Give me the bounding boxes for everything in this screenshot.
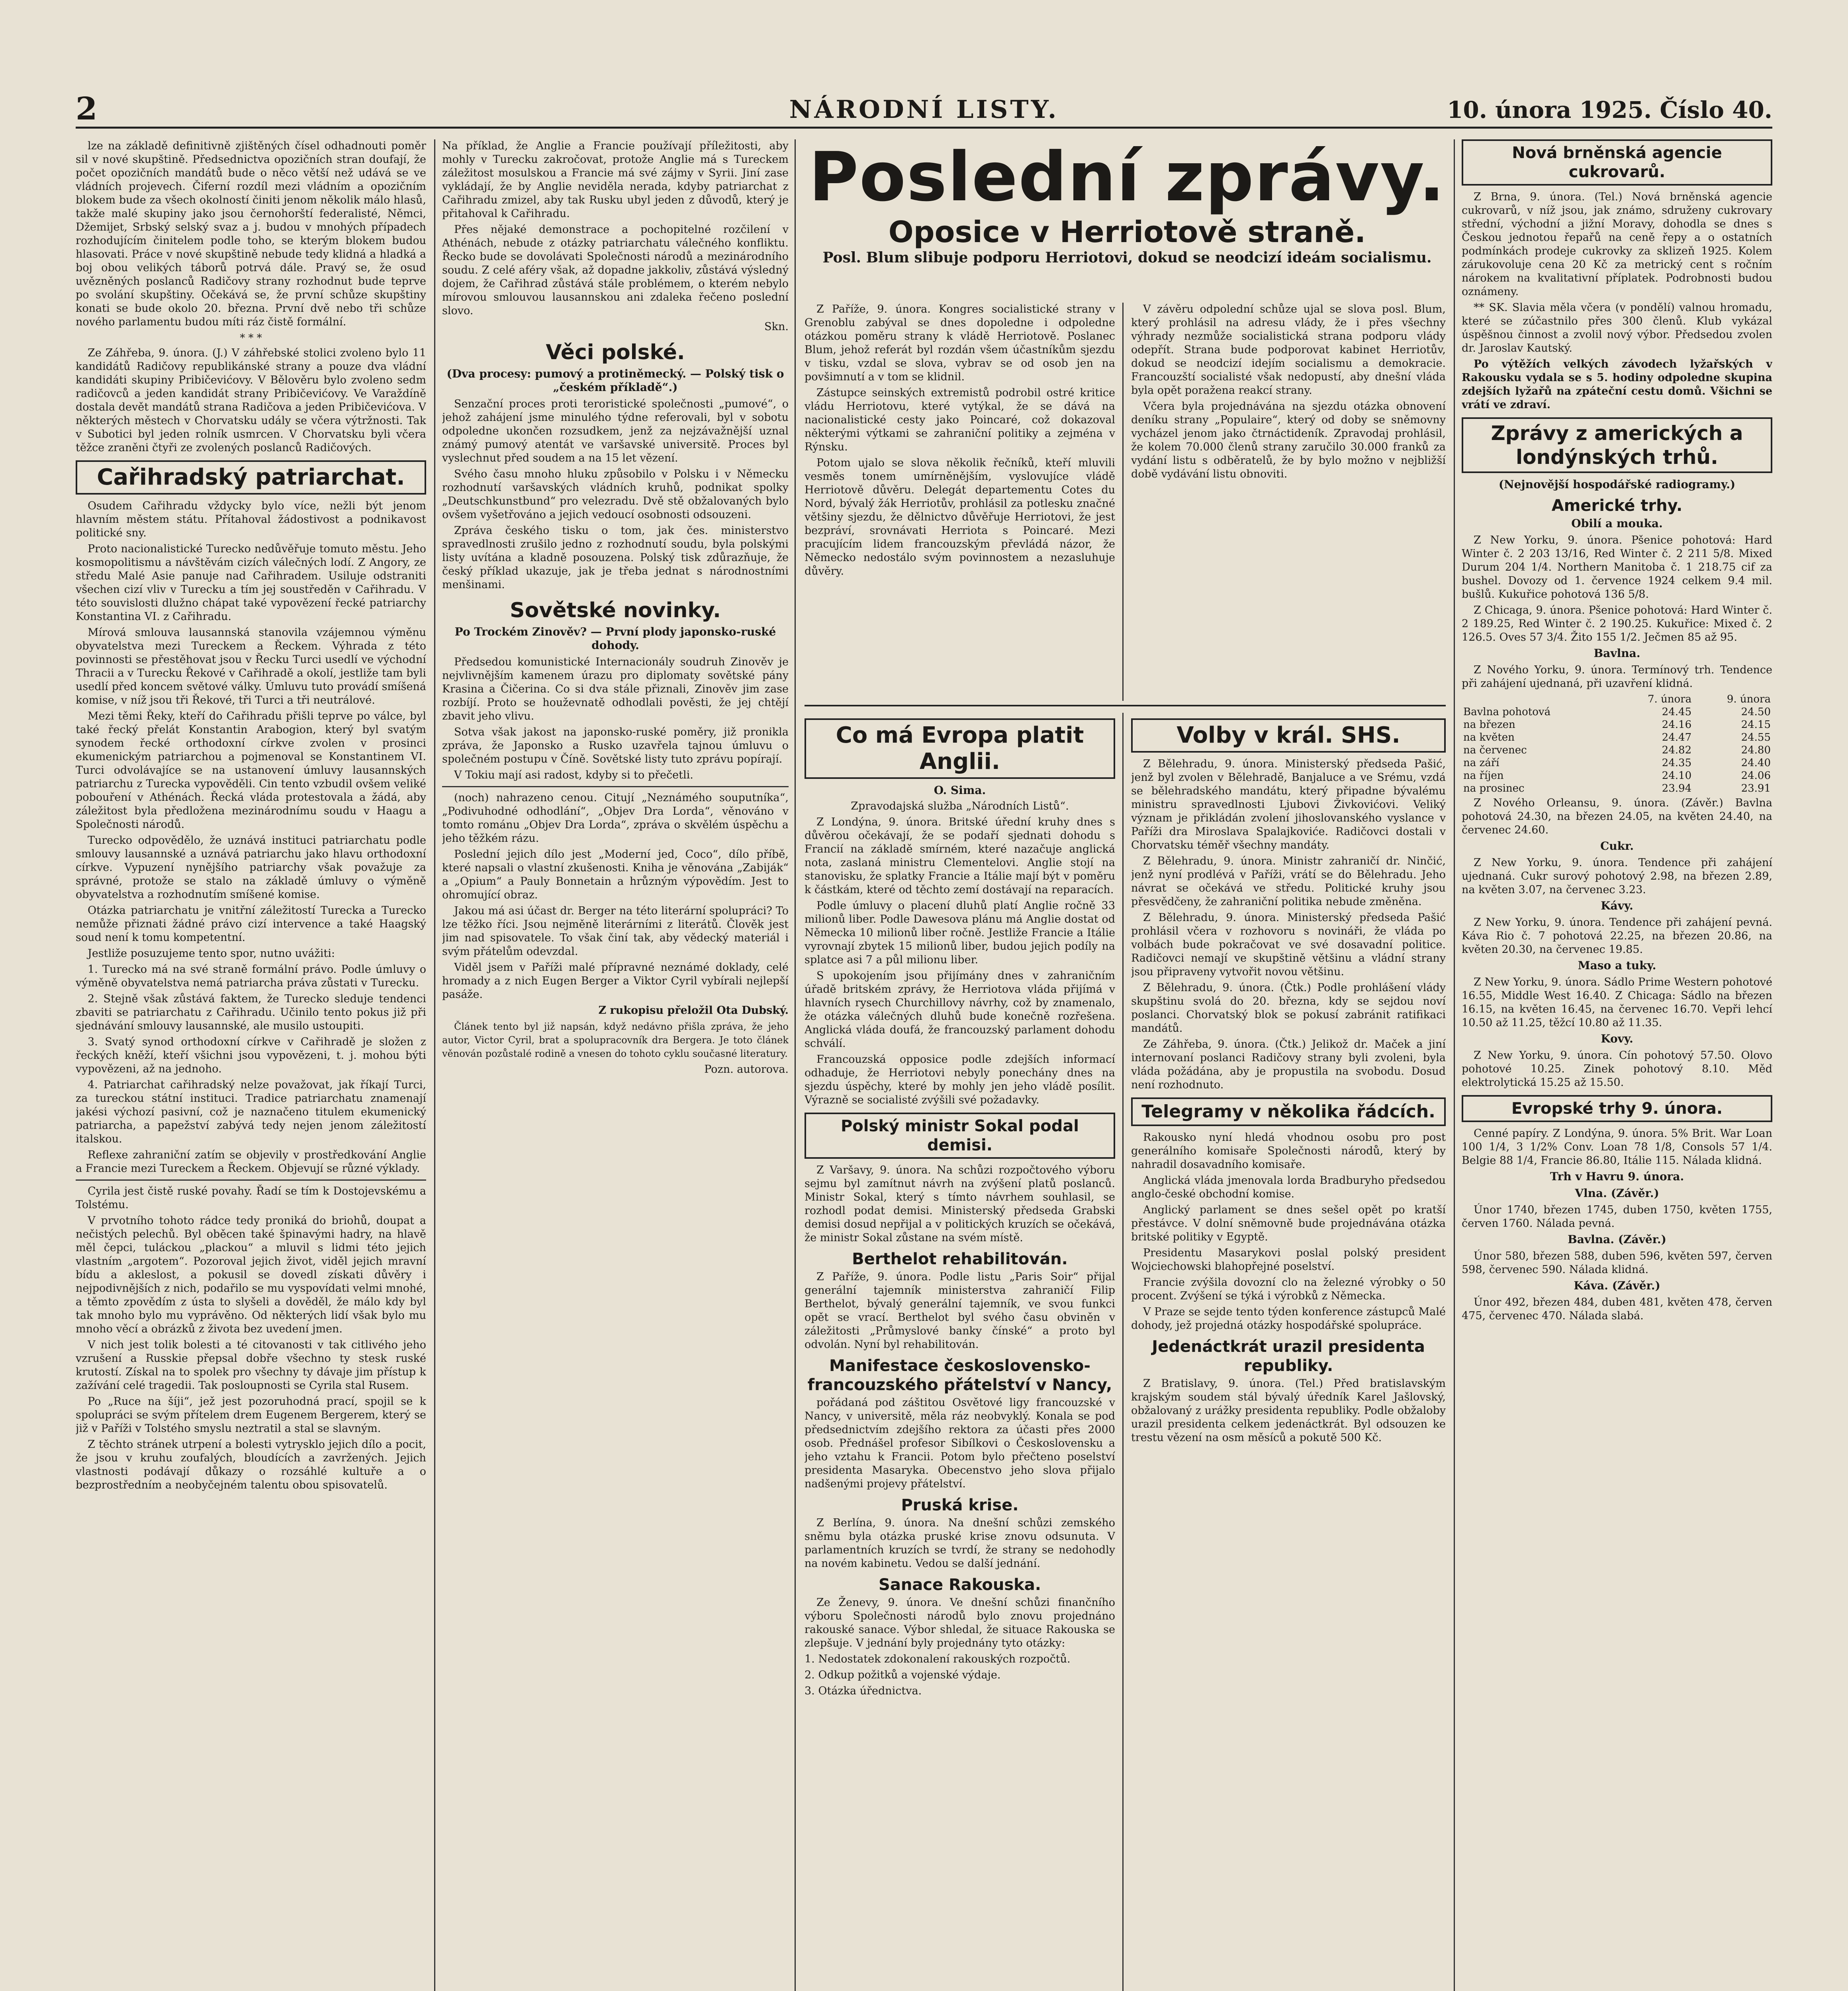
article-paragraph: S upokojením jsou přijímány dnes v zahraničním úřadě britském zprávy, že Herriotova vláda přijímá v hlavních rysech Churchillovy návrhy, což by znamenalo, že otázka válečných dluhů bude konečně rozřešena. Anglická vláda doufá, že francouzský parlament dohodu schválí. [805,970,1115,1050]
article-paragraph: Ze Ženevy, 9. února. Ve dnešní schůzi finančního výboru Společnosti národů bylo znovu projednáno rakouské sanace. Výbor shledal, že situace Rakouska se zlepšuje. V jednání byly projednány tyto otázky: [805,1596,1115,1649]
separator: * * * [240,332,262,344]
article-paragraph: Mírová smlouva lausannská stanovila vzájemnou výměnu obyvatelstva mezi Tureckem a Řeckem. Výhrada z této povinnosti se přestěhovat jsou v Řecku Turci usedlí ve východní Thracii a v Turecku Řekové v Cařihradě a okolí, jestliže tam byli usedlí před koncem světové války. Úmluvu tuto provádí smíšená komise, v níž jsou tři Řekové, tři Turci a tři neutrálové. [76,626,426,706]
note-sign: Pozn. autorova. [704,1063,789,1076]
market-paragraph: Únor 492, březen 484, duben 481, květen 478, červen 475, červenec 470. Nálada slabá. [1462,1296,1772,1322]
column-2 [442,139,789,1991]
notice-paragraph: Po výtěžích velkých závodech lyžařských v Rakousku vydala se s 5. hodiny odpoledne skupina zdejších lyžařů na zpáteční cestu domů. Všichni se vrátí ve zdraví. [1462,358,1772,411]
table-row [1462,718,1772,731]
article-title-sanace: Sanace Rakouska. [879,1576,1041,1594]
herriot-column-a [805,303,1115,701]
article-paragraph: Přes nějaké demonstrace a pochopitelné rozčilení v Athénách, nebude z otázky patriarchatu válečného konfliktu. Řecko bude se dovolávati Společnosti národů a mezinárodního soudu. Z celé aféry však, až dopadne jakkoliv, zůstává výsledný dojem, že Cařihrad zůstává stále problémem, o kterém nebylo mírovou smlouvou lausannskou ani zdaleka řečeno poslední slovo. [442,223,789,317]
table-cell: Bavlna pohotová [1463,706,1551,718]
feuilleton-paragraph: Viděl jsem v Paříži malé přípravné neznámé doklady, celé hromady a z nich Eugen Berger a Viktor Cyril vybírali nejlepší pasáže. [442,961,789,1001]
divider [805,705,1446,706]
article-paragraph: Ze Záhřeba, 9. února. (Čtk.) Jelikož dr. Maček a jiní internovaní poslanci Radičovy strany byli zvoleni, byla vláda požádána, aby je propustila na svobodu. Dosud není rozhodnuto. [1131,1038,1446,1091]
table-cell: 24.35 [1662,757,1692,769]
article-title-europe: Co má Evropa platit Anglii. [805,718,1115,779]
article-paragraph: V Tokiu mají asi radost, kdyby si to přečetli. [454,769,693,781]
table-cell: 24.45 [1662,706,1692,718]
table-cell: 24.06 [1741,770,1771,782]
article-paragraph: Z Berlína, 9. února. Na dnešní schůzi zemského sněmu byla otázka pruské krise znovu odsunuta. V parlamentních kruzích se tvrdí, že strany se nedohodly na novém kabinetu. Vedou se další jednání. [805,1517,1115,1570]
article-paragraph: 1. Turecko má na své straně formální právo. Podle úmluvy o výměně obyvatelstva nemá patriarcha práva zůstati v Turecku. [76,963,426,989]
table-header-row [1462,693,1772,706]
page-number: 2 [76,91,98,127]
telegram-item: Rakousko nyní hledá vhodnou osobu pro post generálního komisaře Společnosti národů, který by nahradil dosavadního komisaře. [1131,1131,1446,1171]
market-paragraph: Z New Yorku, 9. února. Cín pohotový 57.50. Olovo pohotové 10.25. Zinek pohotový 8.10. Měď elektrolytická 15.25 až 15.50. [1462,1049,1772,1089]
section-title-cotton: Bavlna. [1594,647,1640,660]
table-cell: na květen [1463,731,1515,743]
table-row [1462,731,1772,744]
table-cell: 24.55 [1741,731,1771,743]
article-lead: Zpravodajská služba „Národních Listů“. [851,800,1069,812]
article-paragraph: Z Bělehradu, 9. února. Ministerský předseda Pašić prohlásil včera v rozhovoru s novináři, že vláda po volbách bude pokračovat ve své dosavadní politice. Radičovci nemají ve skupštině většinu a vládní strany jsou připraveny vytvořit novou většinu. [1131,911,1446,978]
telegram-item: V Praze se sejde tento týden konference zástupců Malé dohody, jež projedná otázky hospodářské spolupráce. [1131,1306,1446,1332]
section-title-coffee: Kávy. [1601,899,1633,912]
market-paragraph: Z New Yorku, 9. února. Pšenice pohotová: Hard Winter č. 2 203 13/16, Red Winter č. 2 211 5/8. Mixed Durum 204 1/4. Northern Manitoba č. 1 218.75 cif za bushel. Dovozy od 1. července 1924 celkem 9.4 mil. bušlů. Kukuřice pohotová 136 5/8. [1462,534,1772,600]
article-paragraph: Otázka patriarchatu je vnitřní záležitostí Turecka a Turecko nemůže přiznati žádné právo cizí intervence a také Haagský soud není k tomu kompetentní. [76,904,426,944]
article-title-prussia: Pruská krise. [901,1496,1019,1514]
table-row [1462,769,1772,782]
intro-paragraph: Ze Záhřeba, 9. února. (J.) V záhřebské stolici zvoleno bylo 11 kandidátů Radičovy republikánské strany a pouze dva vládní kandidáti skupiny Pribičevićovy. V Bělověru bylo zvoleno sedm radičovců a jeden kandidát strany Pribičevićovy. Ve Varaždíně dostala devět mandátů strana Radičova a jeden Pribičevićova. V některých městech v Chorvatsku udály se včera výtržnosti. Tak v Subotici byl jeden rolník usmrcen. V Chorvatsku byli včera těžce zraněni čtyři ze zvolených poslanců Radičových. [76,347,426,454]
market-paragraph: Z New Yorku, 9. února. Tendence při zahájení pevná. Káva Rio č. 7 pohotová 22.25, na březen 20.86, na květen 20.30, na červenec 19.85. [1462,916,1772,956]
article-title-brno: Nová brněnská agencie cukrovarů. [1462,139,1772,186]
feuilleton-paragraph: V prvotního tohoto rádce tedy proniká do briohů, doupat a nečistých pelechů. Byl oběcen také špinavými hadry, na hlavě měl čepci, tuláckou „plackou“ a mluvil s lidmi této jejich vlastním „argotem“. Pozoroval jejich život, viděl jejich mravní bídu a akleslost, a pokusil se dovedl získati důvěry i nejpodivnějších z nich, podařilo se mu vyspovídati velmi mnohé, a těmto zpovědím z ústa to slyšeli a dověděl, že málo kdy byl tak mnoho bylo mu vyprávěno. Od některých lidí však bylo mu mnoho věcí a obrázků z života bez uvedení jmen. [76,1215,426,1335]
divider [76,1179,426,1181]
section-title-american: Americké trhy. [1551,497,1683,515]
table-header-cell: 7. února [1647,693,1692,705]
section-title-cotton-havre: Bavlna. (Závěr.) [1568,1233,1666,1246]
article-paragraph: pořádaná pod záštitou Osvětové ligy francouzské v Nancy, v universitě, měla ráz neobvyklý. Konala se pod předsednictvím zdejšího rektora za účasti přes 2000 osob. Přednášel profesor Sibílkovi o Československu a jeho vztahu k Francii. Potom bylo přečteno poselství presidenta Masaryka. Obecenstvo jeho slova přijalo nadšenými projevy přátelství. [805,1396,1115,1490]
feuilleton-paragraph: Z těchto stránek utrpení a bolesti vytrysklo jejich dílo a pocit, že jsou v kruhu zoufalých, bloudících a zavržených. Jejich vlastnosti podávají důkazy o rozsáhlé kultuře a o bezprostředním a neobyčejném talentu obou spisovatelů. [76,1438,426,1491]
column-5 [1462,139,1772,1991]
feuilleton-paragraph: V nich jest tolik bolesti a té citovanosti v tak citlivého jeho vzrušení a Russkie přepsal dobře všechno ty stesk ruské krutostí. Získal na to spolek pro všechny ty dávaje jim přístup k zažívání celé tragedii. Tak posloupnosti se Cyrila stal Rusem. [76,1339,426,1392]
table-row [1462,757,1772,769]
table-cell: na říjen [1463,770,1504,782]
feuilleton-paragraph: Poslední jejich dílo jest „Moderní jed, Coco“, dílo příbě, které napsali o vlastní zkušenosti. Kniha je věnována „Zabiják“ a „Opium“ a Pauly Bonnetain a hrůzným výpovědím. Jest to ohromující obraz. [442,848,789,901]
telegram-item: Presidentu Masarykovi poslal polský president Wojciechowski blahopřejné poselství. [1131,1247,1446,1273]
article-paragraph: Jestliže posuzujeme tento spor, nutno uvážiti: [88,947,335,960]
article-title-patriarchate: Cařihradský patriarchat. [76,460,426,495]
signature: Skn. [764,321,789,333]
column-rule [1122,713,1124,1991]
table-cell: 24.16 [1662,719,1692,731]
article-title-soviet: Sovětské novinky. [510,598,721,622]
table-cell: 23.91 [1741,782,1771,794]
market-paragraph: Únor 580, březen 588, duben 596, květen 597, červen 598, červenec 590. Nálada klidná. [1462,1250,1772,1276]
feuilleton-paragraph: Jakou má asi účast dr. Berger na této literární spolupráci? To lze těžko říci. Jsou nejměně literárními z literátů. Člověk jest jim nad spisovatele. To však činí tak, aby vědecký materiál i svým přátelům odevzdal. [442,905,789,958]
article-subtitle-polish: (Dva procesy: pumový a protiněmecký. — Polský tisk o „českém příkladě“.) [446,367,784,394]
table-cell: na březen [1463,719,1515,731]
section-subtitle-wool: Vlna. (Závěr.) [1575,1187,1659,1200]
article-paragraph: Z Paříže, 9. února. Kongres socialistické strany v Grenoblu zabýval se dnes dopoledne i odpoledne otázkou poměru strany k vládě Herriotově. Poslanec Blum, jehož referát byl rozdán všem účastníkům sjezdu v tisku, vzdal se slova, vybrav se od osob jen na povšimnutí a v tom se klidnil. [805,303,1115,383]
market-paragraph: Z Chicaga, 9. února. Pšenice pohotová: Hard Winter č. 2 189.25, Red Winter č. 2 190.25. Kukuřice: Mixed č. 2 126.5. Oves 57 3/4. Žito 155 1/2. Ječmen 85 až 95. [1462,604,1772,643]
intro-paragraph: lze na základě definitivně zjištěných čísel odhadnouti poměr sil v nové skupštině. Předsednictva opozičních stran doufají, že počet opozičních mandátů bude o něco větší než udává se ve vládních projevech. Čiferní rozdíl mezi vládním a opozičním blokem bude za všech okolností činiti jenom několik málo hlasů, takže malé skupiny jako jsou černohorští federalisté, Němci, Džemijet, Srbský selský svaz a j. budou v mnohých případech rozhodujícím činitelem podle toho, se kterým blokem budou hlasovati. Práce v nové skupštině nebude tedy klidná a hladká a boj obou velikých táborů potrvá dále. Pravý se, že osud uvězněných poslanců Radičovy strany rozhodnut bude teprve po svolání skupštiny. Očekává se, že první schůze skupštiny konati se bude okolo 20. března. První dvě nebo tři schůze nového parlamentu budou míti ráz čistě formální. [76,140,426,328]
article-paragraph: Turecko odpovědělo, že uznává instituci patriarchatu podle smlouvy lausannské a uznává patriarchu jako hlavu orthodoxní církve. Vypuzení nynějšího patriarchy však považuje za správné, protože se stalo na základě úmluvy o výměně obyvatelstva a rozhodnutím smíšené komise. [76,834,426,901]
article-author: O. Sima. [934,784,986,797]
author-note: Článek tento byl již napsán, když nedávno přišla zpráva, že jeho autor, Victor Cyril, brat a spolupracovník dra Bergera. Je toto článek věnován pozůstalé rodině a vnesen do tohoto cyklu současné literatury. [442,1021,789,1059]
article-paragraph: 4. Patriarchat cařihradský nelze považovat, jak říkají Turci, za tureckou státní instituci. Tradice patriarchatu znamenají jakési výchozí pasivní, což je naznačeno titulem ekumenický patriarcha, a papežství zabývá tedy nejen jenom záležitostí italskou. [76,1079,426,1145]
article-paragraph: Mezi těmi Řeky, kteří do Cařihradu přišli teprve po válce, byl také řecký přelát Konstantin Arabogion, který byl svatým synodem řecké orthodoxní církve zvolen v prosinci ekumenickým patriarchou a pojmenoval se Konstantinem VI. Turci odvolávajíce se na ustanovení úmluvy lausannských patriarchu z Turecka vypověděli. Cin tento vzbudil ovšem veliké pobouření v Athénách. Řecká vláda protestovala a žádá, aby záležitost byla předložena mezinárodnímu soudu v Haagu a Společnosti národů. [76,710,426,831]
table-cell: 23.94 [1662,782,1692,794]
telegram-item: Anglická vláda jmenovala lorda Bradburyho předsedou anglo-české obchodní komise. [1131,1174,1446,1200]
article-paragraph: Podle úmluvy o placení dluhů platí Anglie ročně 33 milionů liber. Podle Dawesova plánu má Anglie dostat od Německa 10 milionů liber ročně. Jestliže Francie a Itálie vyrovnají zbytek 15 milionů liber, budou jejich podíly na splatce asi 7 a půl milionu liber. [805,900,1115,966]
article-paragraph: Na příklad, že Anglie a Francie používají příležitosti, aby mohly v Turecku zakročovat, protože Anglie má s Tureckem záležitost mosulskou a Francie má své zájmy v Syrii. Jiní zase vykládají, že by Anglie neviděla nerada, kdyby patriarchat z Cařihradu zmizel, aby tak Rusku ubyl jeden z důvodů, který je přitahoval k Cařihradu. [442,140,789,220]
table-cell: na září [1463,757,1500,769]
table-row [1462,706,1772,718]
article-paragraph: Reflexe zahraniční zatím se objevily v prostředkování Anglie a Francie mezi Tureckem a Řeckem. Objevují se různé výklady. [76,1149,426,1175]
markets-subtitle: (Nejnovější hospodářské radiogramy.) [1498,478,1736,491]
section-title-european: Evropské trhy 9. února. [1462,1095,1772,1122]
list-item: 2. Odkup požitků a vojenské výdaje. [805,1669,1001,1681]
table-cell: 24.10 [1662,770,1692,782]
translator-sign: Z rukopisu přeložil Ota Dubský. [598,1004,789,1017]
article-paragraph: Z Brna, 9. února. (Tel.) Nová brněnská agencie cukrovarů, v níž jsou, jak známo, sdruženy cukrovary střední, východní a jižní Moravy, dohodla se dnes s Českou jednotou řepařů na ceně řepy a o ostatních podmínkách prodeje cukrovky za sklizeň 1925. Kolem zárukovoluje cena 20 Kč za metrický cent s ročním nárokem na kvalitativní příplatek. Podrobnosti budou oznámeny. [1462,191,1772,298]
section-title-havre: Trh v Havru 9. února. [1550,1170,1684,1183]
article-paragraph: Senzační proces proti teroristické společnosti „pumové“, o jehož zahájení jsme minulého týdne referovali, byl v sobotu odpoledne ukončen rozsudkem, jenž za nejzávažnější uznal známý pumový atentát ve varšavské universitě. Proces byl vyslechnut před soudem a na 15 let vězení. [442,398,789,464]
section-title-meat: Maso a tuky. [1578,959,1656,972]
table-cell: 24.40 [1741,757,1771,769]
banner-subtitle: Oposice v Herriotově straně. [888,215,1366,249]
newspaper-title: NÁRODNÍ LISTY. [789,95,1059,124]
market-paragraph: Z New Yorku, 9. února. Tendence při zahájení ujednaná. Cukr surový pohotový 2.98, na březen 2.89, na květen 3.07, na červenec 3.23. [1462,857,1772,896]
article-paragraph: Z Varšavy, 9. února. Na schůzi rozpočtového výboru sejmu byl zamítnut návrh na zvýšení platů poslanců. Ministr Sokal, který s tímto návrhem souhlasil, se rozhodl podat demisi. Ministerský předseda Grabski demisi dosud nepřijal a v politických kruzích se očekává, že ministr Sokal zůstane na svém místě. [805,1164,1115,1244]
column-rule [795,139,796,1991]
article-paragraph: Z Londýna, 9. února. Britské úřední kruhy dnes s důvěrou očekávají, že se podaří sjednati dohodu s Francií na základě smírném, které nazačuje anglická nota, zaslaná ministru Clementelovi. Anglie stojí na stanovisku, že splatky Francie a Itálie mají být v poměru k částkám, které od těchto zemí dostávají na reparacích. [805,816,1115,896]
table-cell: na červenec [1463,744,1527,756]
article-title-berthelot: Berthelot rehabilitován. [852,1250,1068,1268]
feuilleton-paragraph: Cyrila jest čistě ruské povahy. Řadí se tím k Dostojevskému a Tolstému. [76,1185,426,1211]
list-item: 1. Nedostatek zdokonalení rakouských rozpočtů. [805,1653,1071,1665]
market-paragraph: Z New Yorku, 9. února. Sádlo Prime Western pohotové 16.55, Middle West 16.40. Z Chicaga: Sádlo na březen 16.15, na květen 16.45, na červenec 16.70. Vepři lehcí 10.50 až 11.25, těžcí 10.80 až 11.35. [1462,976,1772,1029]
banner-title: Poslední zprávy. [808,138,1446,217]
page-header [76,91,1772,129]
article-title-sokal: Polský ministr Sokal podal demisi. [805,1113,1115,1159]
cotton-table [1462,693,1772,795]
table-cell: 24.50 [1741,706,1771,718]
market-paragraph: Z Nového Yorku, 9. února. Termínový trh. Tendence při zahájení ujednaná, při uzavření klidná. [1462,664,1772,690]
article-paragraph: 2. Stejně však zůstává faktem, že Turecko sleduje tendenci zbaviti se patriarchatu z Cařihradu. Učinilo tento pokus již při sjednávání smlouvy lausannské, ale musilo ustoupiti. [76,993,426,1032]
article-title-telegrams: Telegramy v několika řádcích. [1131,1097,1446,1126]
column-3 [805,713,1115,1991]
article-paragraph: Zpráva českého tisku o tom, jak čes. ministerstvo spravedlnosti zrušilo jedno z rozhodnutí soudu, byla polskými listy uvítána a kladně posouzena. Polský tisk zdůrazňuje, že český příklad ukazuje, jak je třeba jednat s národnostními menšinami. [442,524,789,591]
article-paragraph: Předsedou komunistické Internacionály soudruh Zinověv je nejvlivnějším kamenem úrazu pro diplomaty sovětské pány Krasina a Čičerina. Co si dva stále přiznali, Zinověv jim zase rozbíjí. Proto se houževnatě odhodlali pověsti, že jej chtějí zbavit jeho vlivu. [442,656,789,722]
article-paragraph: Proto nacionalistické Turecko nedůvěřuje tomuto městu. Jeho kosmopolitismu a návštěvám cizích válečných lodí. Z Angory, ze středu Malé Asie panuje nad Cařihradem. Usiluje odstraniti všechen cizí vliv v Turecku a tím jej soustředěn v Cařihradu. V této souvislosti dlužno chápat také vypovězení řecké patriarchy Konstantina VI. z Cařihradu. [76,543,426,623]
article-paragraph: Z Bratislavy, 9. února. (Tel.) Před bratislavským krajským soudem stál bývalý úředník Karel Jašlovský, obžalovaný z urážky presidenta republiky. Podle obžaloby urazil presidenta celkem jedenáctkrát. Byl odsouzen ke trestu vězení na osm měsíců a pokutě 500 Kč. [1131,1377,1446,1444]
feuilleton-paragraph: (noch) nahrazeno cenou. Citují „Neznámého souputníka“, „Podivuhodné odhodlání“, „Objev Dra Lorda“, věnováno v tomto románu „Objev Dra Lorda“, zpráva o skvělém úspěchu a jeho těžkém rázu. [442,792,789,845]
table-cell: na prosinec [1463,782,1525,794]
article-paragraph: Včera byla projednávána na sjezdu otázka obnovení deníku strany „Populaire“, který od doby se sněmovny vycházel jenom jako čtrnáctideník. Zpravodaj prohlásil, že kolem 70.000 členů strany zaručilo 30.000 franků za vydání listu s odběratelů, že by bylo možno v nejbližší době vydávání listu obnoviti. [1131,400,1446,480]
article-paragraph: Z Paříže, 9. února. Podle listu „Paris Soir“ přijal generální tajemník ministerstva zahraničí Filip Berthelot, bývalý generální tajemník, ve svou funkci opět se vrací. Berthelot byl svého času obviněn v záležitosti „Průmyslové banky čínské“ a proto byl odvolán. Nyní byl rehabilitován. [805,1271,1115,1351]
article-paragraph: Svého času mnoho hluku způsobilo v Polsku i v Německu rozhodnutí varšavských vládních kruhů, podnikat spolky „Deutschkunstbund“ pro velezradu. Dvě stě obžalovaných bylo ovšem vyšetřováno a jejich vedoucí osobnosti odsouzeni. [442,468,789,521]
telegram-item: Anglický parlament se dnes sešel opět po kratší přestávce. V dolní sněmovně bude projednávána otázka britské politiky v Egyptě. [1131,1204,1446,1243]
table-cell: 24.82 [1662,744,1692,756]
feuilleton-paragraph: Po „Ruce na šíji“, jež jest pozoruhodná prací, spojil se k spolupráci se svým přítelem drem Eugenem Bergerem, který se již v Paříži v Tolstého smyslu neztratil a stal se slavným. [76,1395,426,1435]
table-row [1462,744,1772,757]
column-1 [76,139,426,1991]
article-paragraph: Osudem Cařihradu vždycky bylo více, nežli být jenom hlavním městem státu. Přítahoval žádostivost a podnikavost politické sny. [76,500,426,539]
article-title-nancy: Manifestace československo-francouzského přátelství v Nancy, [807,1357,1112,1394]
banner-subheading: Posl. Blum slibuje podporu Herriotovi, dokud se neodcizí ideám socialismu. [822,249,1432,266]
column-rule [434,139,435,1991]
table-header-cell [1462,693,1614,706]
market-paragraph: Z Nového Orleansu, 9. února. (Závěr.) Bavlna pohotová 24.30, na březen 24.05, na květen 24.40, na červenec 24.60. [1462,797,1772,836]
article-title-presidential: Jedenáctkrát urazil presidenta republiky. [1152,1338,1425,1375]
article-paragraph: Francouzská opposice podle zdejších informací odhaduje, že Herriotovi nebyly ponechány dnes na sjezdu úspěchy, které by mohly jen jeho vládě posílit. Výrazně se socialisté zvýšili své požadavky. [805,1053,1115,1106]
article-title-shs: Volby v král. SHS. [1131,718,1446,753]
market-paragraph: Cenné papíry. Z Londýna, 9. února. 5% Brit. War Loan 100 1/4, 3 1/2% Conv. Loan 78 1/8, Consols 57 1/4. Belgie 88 1/4, Francie 86.80, Itálie 115. Nálada klidná. [1462,1127,1772,1167]
article-paragraph: 3. Svatý synod orthodoxní církve v Cařihradě je složen z řeckých kněží, kteří všichni jsou vypovězeni, t. j. mohou býti vypovězeni, až na jednoho. [76,1036,426,1075]
article-paragraph: Z Bělehradu, 9. února. Ministr zahraničí dr. Ninčić, jenž nyní prodlévá v Paříži, vrátí se do Bělehradu. Jeho návrat se očekává ve středu. Politické kruhy jsou přesvědčeny, že zahraniční politika nebude změněna. [1131,855,1446,908]
article-paragraph: Z Bělehradu, 9. února. Ministerský předseda Pašić, jenž byl zvolen v Bělehradě, Banjaluce a ve Srému, vzdá se bělehradského mandátu, který připadne bývalému ministru spravedlnosti Ljubovi Živkovićovi. Veliký význam je přikládán zvolení jihoslovanského vyslance v Paříži dra Miroslava Spalajkoviće. Radičovci dostali v Chorvatsku téměř všechny mandáty. [1131,758,1446,851]
market-paragraph: Únor 1740, březen 1745, duben 1750, květen 1755, červen 1760. Nálada pevná. [1462,1204,1772,1230]
table-header-cell: 9. února [1727,693,1771,705]
table-row [1462,782,1772,795]
article-title-polish: Věci polské. [546,340,685,364]
section-title-grain: Obilí a mouka. [1571,517,1663,530]
issue-date: 10. února 1925. Číslo 40. [1447,96,1772,123]
section-title-metals: Kovy. [1601,1032,1633,1045]
divider [442,786,789,787]
latest-news-banner [805,139,1450,299]
article-paragraph: Sotva však jakost na japonsko-ruské poměry, již pronikla zpráva, že Japonsko a Rusko uzavřela tajnou úmluvu o společném postupu v Číně. Sovětské listy tuto zprávu popírají. [442,726,789,765]
section-title-coffee-havre: Káva. (Závěr.) [1574,1279,1660,1292]
table-cell: 24.80 [1741,744,1771,756]
article-paragraph: Z Bělehradu, 9. února. (Čtk.) Podle prohlášení vlády skupštinu svolá do 20. března, kdy se sejdou noví poslanci. Chorvatský blok se pokusí zabránit ratifikaci mandátů. [1131,982,1446,1035]
table-cell: 24.47 [1662,731,1692,743]
list-item: 3. Otázka úřednictva. [805,1685,922,1697]
article-paragraph: Zástupce seinských extremistů podrobil ostré kritice vládu Herriotovu, které vytýkal, že se dává na nacionalistické cesty jako Poincaré, což dokazoval některými výtkami se zahraniční politiky a zejména v Rýnsku. [805,387,1115,453]
section-title-sugar: Cukr. [1600,839,1634,853]
article-paragraph: ** SK. Slavia měla včera (v pondělí) valnou hromadu, které se zúčastnilo přes 300 členů. Klub vykázal úspěšnou činnost a zvolil nový výbor. Předsedou zvolen dr. Jaroslav Kautský. [1462,301,1772,354]
article-title-markets: Zprávy z amerických a londýnských trhů. [1462,417,1772,473]
table-cell: 24.15 [1741,719,1771,731]
article-paragraph: V závěru odpolední schůze ujal se slova posl. Blum, který prohlásil na adresu vlády, že i přes všechny výhrady nezmůže socialistická strana podporu vlády odepřít. Strana bude podporovat kabinet Herriotův, dokud se neodcizí idejím socialismu a demokracie. Francouzští socialisté však nedopustí, aby dnešní vláda byla opět poražena reakcí strany. [1131,303,1446,397]
column-rule [1454,139,1455,1991]
herriot-column-b [1131,303,1446,701]
article-subtitle-soviet: Po Trockém Zinověv? — První plody japonsko-ruské dohody. [454,625,776,652]
article-paragraph: Potom ujalo se slova několik řečníků, kteří mluvili vesměs tonem umírněnějším, vyslovujíce vládě Herriotově důvěru. Delegát departementu Cotes du Nord, bývalý žák Herriotův, prohlásil za potlesku značné většiny sjezdu, že dělnictvo důvěřuje Herriotovi, že jest bezpráví, srovnávati Herriota s Poincaré. Mezi pracujícím lidem francouzským převládá názor, že Německo nedostálo svým povinnostem a nezasluhuje důvěry. [805,457,1115,577]
telegram-item: Francie zvýšila dovozní clo na železné výrobky o 50 procent. Zvýšení se týká i výrobků z Německa. [1131,1276,1446,1302]
column-4 [1131,713,1446,1991]
column-rule [1122,303,1124,701]
